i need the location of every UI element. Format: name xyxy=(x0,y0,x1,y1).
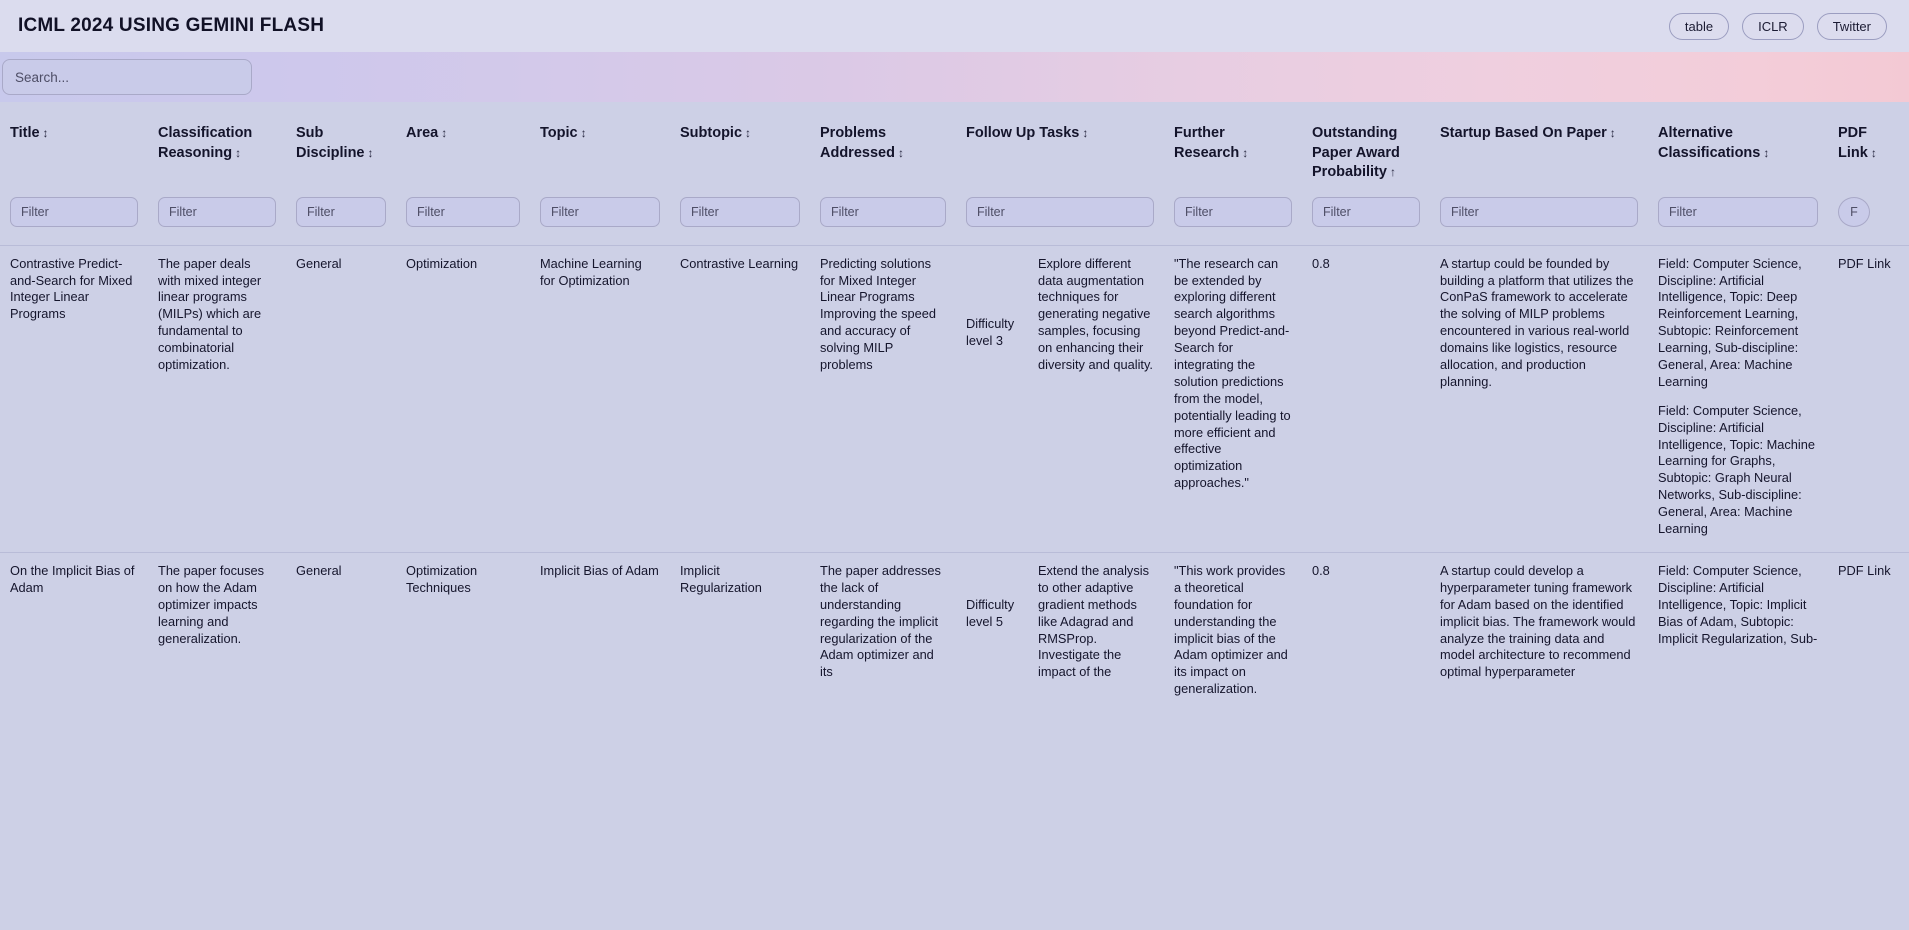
column-header-follow-up-tasks[interactable] xyxy=(956,102,1164,193)
column-header-problems-addressed[interactable] xyxy=(810,102,956,193)
twitter-button[interactable]: Twitter xyxy=(1817,13,1887,40)
filter-input-alternative-classifications[interactable] xyxy=(1658,197,1818,227)
cell-title: Contrastive Predict-and-Search for Mixed Integer Linear Programs xyxy=(0,245,148,552)
table-row[interactable] xyxy=(0,552,1909,712)
cell-startup-based-on-paper: A startup could develop a hyperparameter tuning framework for Adam based on the identified implicit bias. The framework would analyze the training data and model architecture to recommend optimal hyperparameter xyxy=(1430,552,1648,712)
pdf-link[interactable]: PDF Link xyxy=(1838,562,1891,578)
filter-input-sub-discipline[interactable] xyxy=(296,197,386,227)
results-table xyxy=(0,102,1909,712)
cell-startup-based-on-paper: A startup could be founded by building a platform that utilizes the ConPaS framework to accelerate the solving of MILP problems encountered in various real-world domains like logistics, resource allocation, and production planning. xyxy=(1430,245,1648,552)
sort-icon[interactable]: ↕ xyxy=(580,126,587,140)
filter-input-topic[interactable] xyxy=(540,197,660,227)
sort-icon[interactable]: ↕ xyxy=(235,145,242,160)
cell-award-probability: 0.8 xyxy=(1302,552,1430,712)
cell-follow-up-tasks xyxy=(956,245,1164,552)
sort-icon[interactable]: ↕ xyxy=(441,126,448,140)
column-label: Further Research xyxy=(1174,125,1240,161)
column-header-alternative-classifications[interactable] xyxy=(1648,102,1828,193)
filter-cell-pdf-link xyxy=(1828,193,1909,246)
sort-icon[interactable]: ↕ xyxy=(1763,145,1770,160)
column-label: Alternative Classifications xyxy=(1658,125,1761,161)
iclr-button[interactable]: ICLR xyxy=(1742,13,1804,40)
cell-pdf-link[interactable] xyxy=(1828,245,1909,552)
alt-classification-item: Field: Computer Science, Discipline: Artificial Intelligence, Topic: Implicit Bias of Adam, Subtopic: Implicit Regularization, Sub- xyxy=(1658,562,1818,646)
filter-cell-title xyxy=(0,193,148,246)
column-header-sub-discipline[interactable] xyxy=(286,102,396,193)
cell-subtopic: Contrastive Learning xyxy=(670,245,810,552)
filter-cell-startup-based-on-paper xyxy=(1430,193,1648,246)
filter-cell-award-probability xyxy=(1302,193,1430,246)
cell-area: Optimization xyxy=(396,245,530,552)
cell-alternative-classifications xyxy=(1648,245,1828,552)
cell-follow-up-tasks xyxy=(956,552,1164,712)
column-label: Problems Addressed xyxy=(820,125,895,161)
cell-area: Optimization Techniques xyxy=(396,552,530,712)
difficulty-label: Difficulty level 3 xyxy=(966,315,1015,348)
column-header-title[interactable] xyxy=(0,102,148,193)
column-label: Area xyxy=(406,125,439,141)
column-label: Classification Reasoning xyxy=(158,125,253,161)
cell-topic: Implicit Bias of Adam xyxy=(530,552,670,712)
alt-classification-item: Field: Computer Science, Discipline: Artificial Intelligence, Topic: Deep Reinforcement Learning, Subtopic: Reinforcement Learning, Sub-discipline: General, Area: Machine Learning xyxy=(1658,255,1802,389)
filter-input-classification-reasoning[interactable] xyxy=(158,197,276,227)
top-bar-actions xyxy=(1669,13,1887,40)
column-header-area[interactable] xyxy=(396,102,530,193)
cell-award-probability: 0.8 xyxy=(1302,245,1430,552)
filter-cell-sub-discipline xyxy=(286,193,396,246)
column-label: Sub Discipline xyxy=(296,125,365,161)
column-header-topic[interactable] xyxy=(530,102,670,193)
sort-icon[interactable]: ↕ xyxy=(1609,126,1616,140)
filter-cell-subtopic xyxy=(670,193,810,246)
sort-icon[interactable]: ↕ xyxy=(367,145,374,160)
header-row xyxy=(0,102,1909,193)
column-header-startup-based-on-paper[interactable] xyxy=(1430,102,1648,193)
sort-icon[interactable]: ↕ xyxy=(42,126,49,140)
column-header-subtopic[interactable] xyxy=(670,102,810,193)
column-header-classification-reasoning[interactable] xyxy=(148,102,286,193)
filter-input-pdf-link[interactable] xyxy=(1838,197,1870,227)
cell-problems-addressed: The paper addresses the lack of understanding regarding the implicit regularization of the Adam optimizer and its xyxy=(810,552,956,712)
pdf-link[interactable]: PDF Link xyxy=(1838,255,1891,271)
column-header-pdf-link[interactable] xyxy=(1828,102,1909,193)
column-label: Outstanding Paper Award Probability xyxy=(1312,125,1400,181)
filter-cell-classification-reasoning xyxy=(148,193,286,246)
filter-input-further-research[interactable] xyxy=(1174,197,1292,227)
table-head xyxy=(0,102,1909,245)
column-header-further-research[interactable] xyxy=(1164,102,1302,193)
cell-subtopic: Implicit Regularization xyxy=(670,552,810,712)
cell-sub-discipline: General xyxy=(286,552,396,712)
filter-input-follow-up-tasks[interactable] xyxy=(966,197,1154,227)
filter-input-problems-addressed[interactable] xyxy=(820,197,946,227)
page-title: ICML 2024 USING GEMINI FLASH xyxy=(18,15,325,36)
filter-cell-topic xyxy=(530,193,670,246)
filter-input-area[interactable] xyxy=(406,197,520,227)
table-body xyxy=(0,245,1909,712)
sort-icon[interactable]: ↕ xyxy=(745,126,752,140)
cell-classification-reasoning: The paper focuses on how the Adam optimizer impacts learning and generalization. xyxy=(148,552,286,712)
column-label: Title xyxy=(10,125,40,141)
filter-cell-follow-up-tasks xyxy=(956,193,1164,246)
filter-row xyxy=(0,193,1909,246)
cell-topic: Machine Learning for Optimization xyxy=(530,245,670,552)
column-label: Follow Up Tasks xyxy=(966,125,1080,141)
column-label: Startup Based On Paper xyxy=(1440,125,1607,141)
sort-icon[interactable]: ↕ xyxy=(897,145,904,160)
cell-further-research: "This work provides a theoretical foundation for understanding the implicit bias of the Adam optimizer and its impact on generalization. xyxy=(1164,552,1302,712)
top-bar xyxy=(0,0,1909,52)
cell-alternative-classifications xyxy=(1648,552,1828,712)
filter-input-title[interactable] xyxy=(10,197,138,227)
filter-input-award-probability[interactable] xyxy=(1312,197,1420,227)
filter-input-subtopic[interactable] xyxy=(680,197,800,227)
search-bar xyxy=(0,52,1909,102)
filter-cell-problems-addressed xyxy=(810,193,956,246)
column-label: Topic xyxy=(540,125,578,141)
column-label: PDF Link xyxy=(1838,125,1868,161)
sort-icon[interactable]: ↑ xyxy=(1389,165,1396,180)
alt-classification-item: Field: Computer Science, Discipline: Artificial Intelligence, Topic: Machine Learning for Graphs, Subtopic: Graph Neural Networks, Sub-discipline: General, Area: Machine Learning xyxy=(1658,402,1815,537)
follow-up-task-text-2: Investigate the impact of the xyxy=(1038,647,1122,680)
cell-problems-addressed: Predicting solutions for Mixed Integer Linear Programs Improving the speed and accuracy of solving MILP problems xyxy=(810,245,956,552)
column-label: Subtopic xyxy=(680,125,743,141)
filter-cell-alternative-classifications xyxy=(1648,193,1828,246)
column-header-award-probability[interactable] xyxy=(1302,102,1430,193)
filter-cell-area xyxy=(396,193,530,246)
cell-sub-discipline: General xyxy=(286,245,396,552)
follow-up-task-text: Extend the analysis to other adaptive gradient methods like Adagrad and RMSProp. xyxy=(1038,562,1149,646)
filter-cell-further-research xyxy=(1164,193,1302,246)
cell-title: On the Implicit Bias of Adam xyxy=(0,552,148,712)
sort-icon[interactable]: ↕ xyxy=(1242,145,1249,160)
cell-further-research: "The research can be extended by exploring different search algorithms beyond Predict-and-Search for integrating the solution predictions from the model, potentially leading to more efficient and effective optimization approaches." xyxy=(1164,245,1302,552)
sort-icon[interactable]: ↕ xyxy=(1082,126,1089,140)
filter-input-startup-based-on-paper[interactable] xyxy=(1440,197,1638,227)
table-button[interactable]: table xyxy=(1669,13,1729,40)
sort-icon[interactable]: ↕ xyxy=(1870,145,1877,160)
follow-up-task-text: Explore different data augmentation techniques for generating negative samples, focusing on enhancing their diversity and quality. xyxy=(1038,255,1153,373)
cell-classification-reasoning: The paper deals with mixed integer linear programs (MILPs) which are fundamental to combinatorial optimization. xyxy=(148,245,286,552)
difficulty-label: Difficulty level 5 xyxy=(966,596,1015,629)
results-table-container[interactable] xyxy=(0,102,1909,930)
cell-pdf-link[interactable] xyxy=(1828,552,1909,712)
table-row[interactable] xyxy=(0,245,1909,552)
search-input[interactable] xyxy=(2,59,252,95)
